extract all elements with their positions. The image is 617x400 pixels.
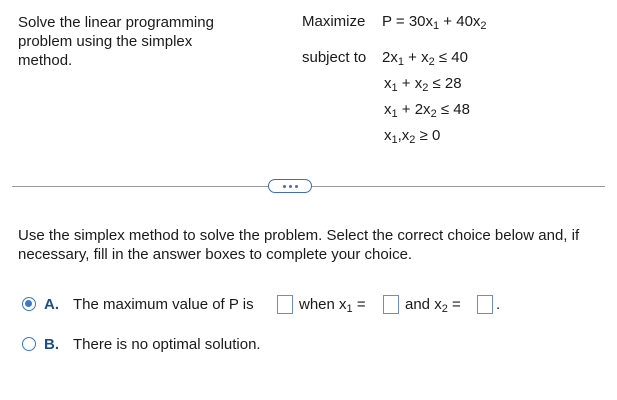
choice-a-text: The maximum value of P is <box>73 296 254 313</box>
x1-answer-box[interactable] <box>383 295 399 314</box>
maximize-label: Maximize <box>302 13 366 30</box>
x2-answer-box[interactable] <box>477 295 493 314</box>
when-x1-label: when $x_1$ = <box>299 296 366 315</box>
nonnegativity-constraint: $x_1,x_2 \ge 0$ <box>384 127 441 146</box>
sentence-period: . <box>496 296 501 313</box>
and-x2-label: and $x_2$ = <box>405 296 461 315</box>
ellipsis-icon <box>289 185 292 188</box>
max-p-answer-box[interactable] <box>277 295 293 314</box>
constraint-3: $x_1 + 2x_2 \le 48$ <box>384 101 470 120</box>
choice-a-letter: A. <box>44 296 59 313</box>
choice-b-radio[interactable] <box>22 337 36 351</box>
ellipsis-icon <box>283 185 286 188</box>
constraint-1: $2x_1 + x_2 \le 40$ <box>382 49 468 68</box>
expand-more-button[interactable] <box>268 179 312 193</box>
subject-to-label: subject to <box>302 49 367 66</box>
instructions-text: Use the simplex method to solve the problem. Select the correct choice below and, if necessary, fill in the answer boxes to complete your choice. <box>18 227 580 263</box>
choice-b-letter: B. <box>44 336 59 353</box>
constraint-2: $x_1 + x_2 \le 28$ <box>384 75 462 94</box>
choice-a-radio[interactable] <box>22 297 36 311</box>
choice-b-text: There is no optimal solution. <box>73 336 261 353</box>
ellipsis-icon <box>295 185 298 188</box>
problem-intro: Solve the linear programming problem using the simplex method. <box>18 14 214 69</box>
objective-function: $P = 30x_1 + 40x_2$ <box>382 13 487 32</box>
